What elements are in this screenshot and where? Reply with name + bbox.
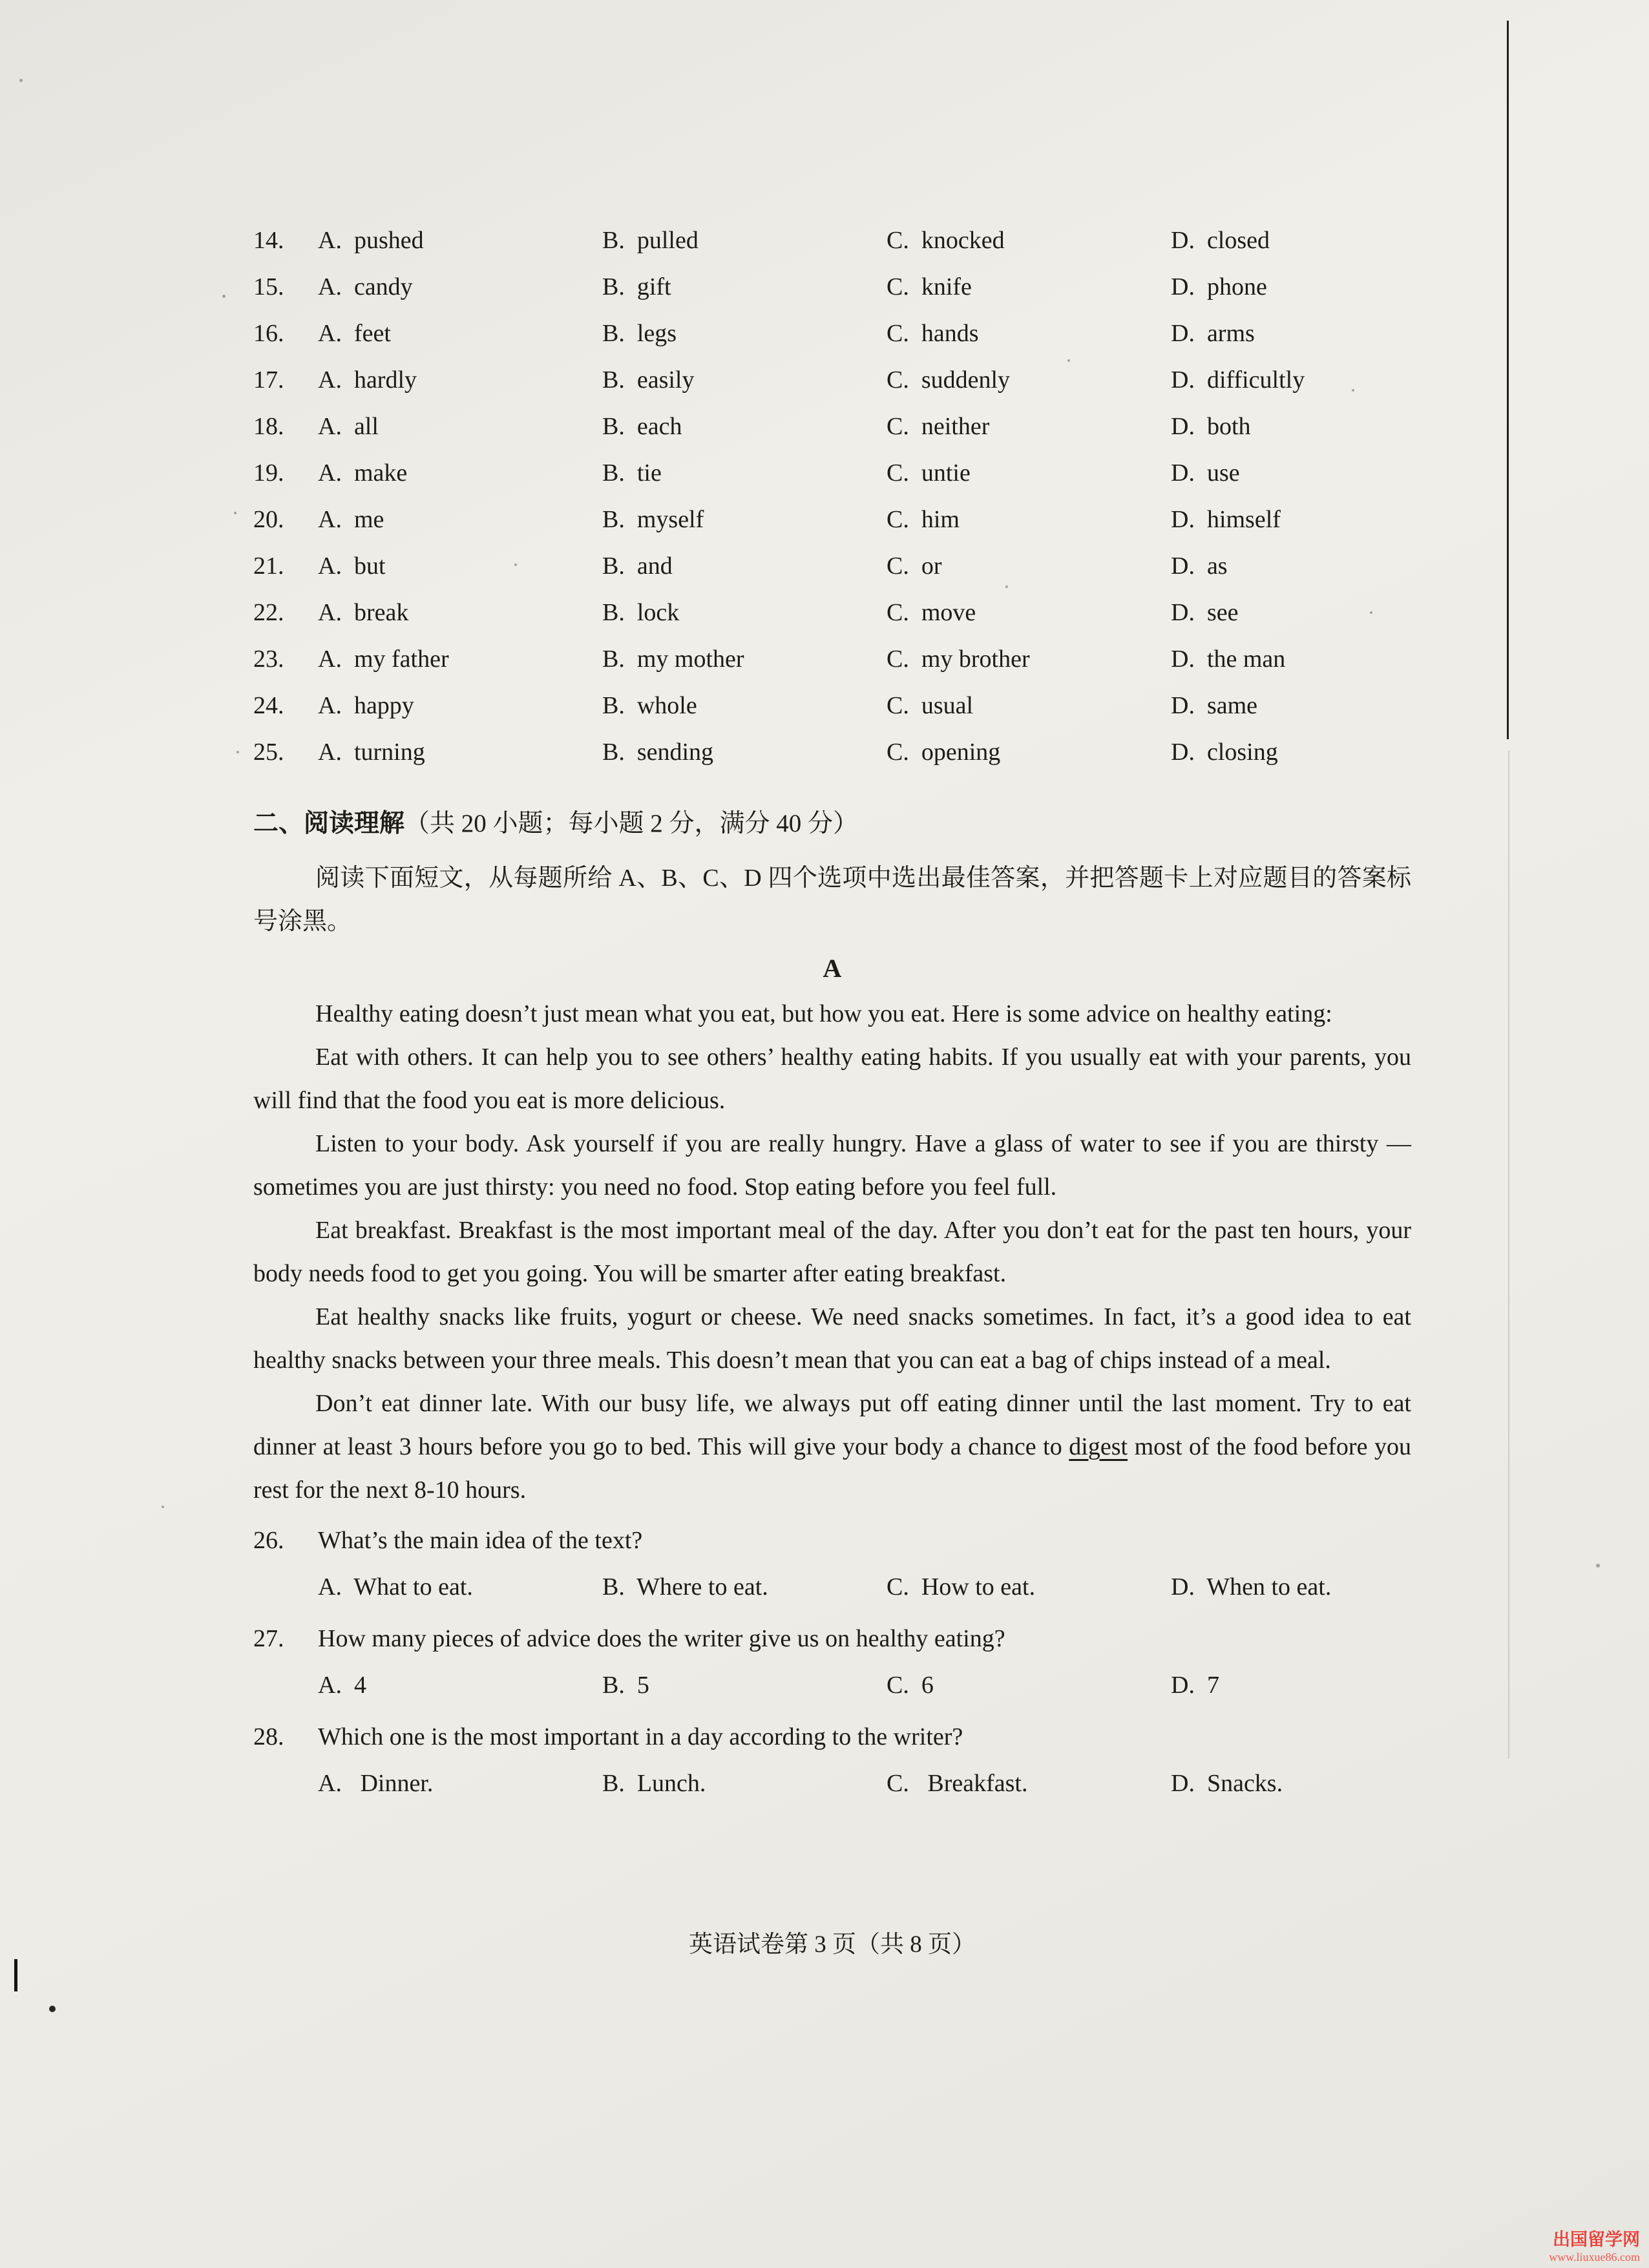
option-a: A. pushed (318, 227, 424, 254)
scan-artifact-vertical-line (1507, 21, 1509, 739)
option-d: D. himself (1171, 506, 1281, 533)
question-number: 15. (253, 273, 284, 300)
option-d: D. arms (1171, 320, 1255, 347)
section-instruction: 阅读下面短文，从每题所给 A、B、C、D 四个选项中选出最佳答案，并把答题卡上对应题目的答案标号涂黑。 (253, 865, 1411, 935)
passage-paragraph: Healthy eating doesn’t just mean what you eat, but how you eat. Here is some advice on healthy eating: (315, 1000, 1332, 1027)
section-header (253, 805, 1411, 843)
scan-speck (234, 512, 236, 514)
option-d: D. closing (1171, 739, 1278, 766)
option-a: A. turning (318, 739, 425, 766)
paragraph-text: most of the food before you rest for the next 8-10 hours. (253, 1433, 1411, 1504)
option-c: C. suddenly (887, 366, 1011, 394)
paragraph-text: Don’t eat dinner late. With our busy life, we always put off eating dinner until the last moment. Try to eat dinner at least 3 hours before you go to bed. This will give your body a chance to (253, 1390, 1411, 1460)
option-b: B. 5 (602, 1671, 649, 1699)
question-options-row (253, 1760, 1411, 1807)
scan-artifact-corner-dot (49, 2006, 56, 2012)
option-b: B. legs (602, 320, 677, 347)
option-a: A. happy (318, 692, 414, 719)
option-c: C. hands (887, 320, 979, 347)
passage-paragraph: Eat healthy snacks like fruits, yogurt or cheese. We need snacks sometimes. In fact, it’s a good idea to eat healthy snacks between your three meals. This doesn’t mean that you can eat a bag of chips instead of a meal. (253, 1303, 1411, 1374)
question-number: 21. (253, 552, 284, 580)
option-c: C. Breakfast. (887, 1769, 1028, 1797)
question-stem-row (253, 1615, 1411, 1662)
scan-speck (222, 295, 226, 298)
watermark-site-url: www.liuxue86.com (1549, 2250, 1640, 2263)
option-b: B. each (602, 413, 682, 440)
question-stem: Which one is the most important in a day according to the writer? (318, 1723, 963, 1750)
option-d: D. use (1171, 459, 1240, 487)
passage-paragraph: Eat with others. It can help you to see others’ healthy eating habits. If you usually eat with your parents, you will find that the food you eat is more delicious. (253, 1044, 1411, 1114)
scan-artifact-corner-mark (14, 1959, 17, 1991)
cloze-row (253, 589, 1420, 636)
option-c: C. him (887, 506, 960, 533)
question-number: 22. (253, 599, 284, 626)
option-d: D. difficultly (1171, 366, 1305, 394)
option-b: B. my mother (602, 646, 744, 673)
question-number: 16. (253, 320, 284, 347)
option-c: C. my brother (887, 646, 1030, 673)
option-c: C. How to eat. (887, 1573, 1036, 1601)
option-d: D. same (1171, 692, 1258, 719)
option-a: A. all (318, 413, 379, 440)
question-number: 27. (253, 1624, 284, 1652)
underlined-word: digest (1069, 1433, 1128, 1460)
option-b: B. sending (602, 739, 714, 766)
option-a: A. feet (318, 320, 391, 347)
option-c: C. neither (887, 413, 990, 440)
option-c: C. or (887, 552, 942, 580)
question-number: 14. (253, 227, 284, 254)
scan-speck (514, 563, 517, 566)
cloze-row (253, 450, 1420, 496)
option-a: A. but (318, 552, 386, 580)
cloze-row (253, 636, 1420, 682)
cloze-row (253, 729, 1420, 775)
option-a: A. candy (318, 273, 413, 300)
option-c: C. move (887, 599, 976, 626)
question-number: 28. (253, 1723, 284, 1750)
option-b: B. easily (602, 366, 695, 394)
question-number: 18. (253, 413, 284, 440)
option-b: B. tie (602, 459, 662, 487)
site-watermark (1549, 2230, 1640, 2264)
option-b: B. myself (602, 506, 704, 533)
cloze-row (253, 217, 1420, 264)
watermark-site-name: 出国留学网 (1553, 2229, 1640, 2249)
option-c: C. usual (887, 692, 974, 719)
option-a: A. break (318, 599, 409, 626)
cloze-row (253, 310, 1420, 357)
option-d: D. closed (1171, 227, 1270, 254)
cloze-row (253, 403, 1420, 450)
option-a: A. 4 (318, 1671, 366, 1699)
question-options-row (253, 1662, 1411, 1708)
cloze-row (253, 543, 1420, 589)
option-c: C. untie (887, 459, 971, 487)
option-d: D. phone (1171, 273, 1267, 300)
option-a: A. make (318, 459, 408, 487)
cloze-row (253, 496, 1420, 543)
option-d: D. 7 (1171, 1671, 1219, 1699)
question-number: 25. (253, 739, 284, 766)
option-a: A. my father (318, 646, 449, 673)
scan-speck (1005, 585, 1008, 588)
scan-speck (19, 79, 23, 82)
question-stem: What’s the main idea of the text? (318, 1526, 643, 1554)
cloze-row (253, 357, 1420, 403)
reading-question (253, 1517, 1411, 1610)
scan-speck (1596, 1564, 1600, 1568)
scan-artifact-vertical-line-faint (1508, 751, 1509, 1759)
reading-question (253, 1714, 1411, 1807)
option-b: B. gift (602, 273, 671, 300)
option-c: C. knocked (887, 227, 1005, 254)
option-d: D. see (1171, 599, 1239, 626)
passage-paragraph: Listen to your body. Ask yourself if you are really hungry. Have a glass of water to see if you are thirsty — sometimes you are just thirsty: you need no food. Stop eating before you feel full. (253, 1130, 1411, 1201)
option-d: D. the man (1171, 646, 1286, 673)
question-number: 24. (253, 692, 284, 719)
scan-speck (162, 1506, 164, 1508)
question-number: 26. (253, 1526, 284, 1554)
cloze-row (253, 264, 1420, 310)
scan-speck (1067, 359, 1070, 362)
page-footer: 英语试卷第 3 页（共 8 页） (689, 1931, 976, 1958)
scan-speck (1352, 389, 1354, 392)
option-a: A. hardly (318, 366, 417, 394)
option-d: D. as (1171, 552, 1228, 580)
section-score-info: （共 20 小题；每小题 2 分，满分 40 分） (404, 810, 859, 837)
scan-speck (1370, 611, 1372, 614)
scan-speck (236, 751, 239, 753)
option-a: A. me (318, 506, 384, 533)
option-c: C. opening (887, 739, 1001, 766)
option-b: B. and (602, 552, 673, 580)
passage-paragraph-last (253, 1382, 1411, 1512)
option-c: C. 6 (887, 1671, 934, 1699)
option-d: D. Snacks. (1171, 1769, 1283, 1797)
option-d: D. When to eat. (1171, 1573, 1332, 1601)
question-stem-row (253, 1517, 1411, 1564)
section-title: 二、阅读理解 (253, 810, 405, 837)
passage-label: A (823, 954, 842, 983)
cloze-options-block (253, 217, 1420, 775)
option-a: A. Dinner. (318, 1769, 434, 1797)
option-d: D. both (1171, 413, 1251, 440)
cloze-row (253, 682, 1420, 729)
question-number: 19. (253, 459, 284, 487)
question-stem: How many pieces of advice does the writer give us on healthy eating? (318, 1624, 1005, 1652)
question-stem-row (253, 1714, 1411, 1760)
option-b: B. lock (602, 599, 680, 626)
option-b: B. whole (602, 692, 697, 719)
option-a: A. What to eat. (318, 1573, 473, 1601)
reading-question (253, 1615, 1411, 1708)
option-c: C. knife (887, 273, 972, 300)
option-b: B. Lunch. (602, 1769, 706, 1797)
passage-paragraph: Eat breakfast. Breakfast is the most important meal of the day. After you don’t eat for the past ten hours, your body needs food to get you going. You will be smarter after eating breakfast. (253, 1217, 1411, 1287)
option-b: B. pulled (602, 227, 698, 254)
option-b: B. Where to eat. (602, 1573, 768, 1601)
question-number: 23. (253, 646, 284, 673)
question-number: 20. (253, 506, 284, 533)
question-number: 17. (253, 366, 284, 394)
reading-section (253, 805, 1411, 1807)
question-options-row (253, 1564, 1411, 1610)
